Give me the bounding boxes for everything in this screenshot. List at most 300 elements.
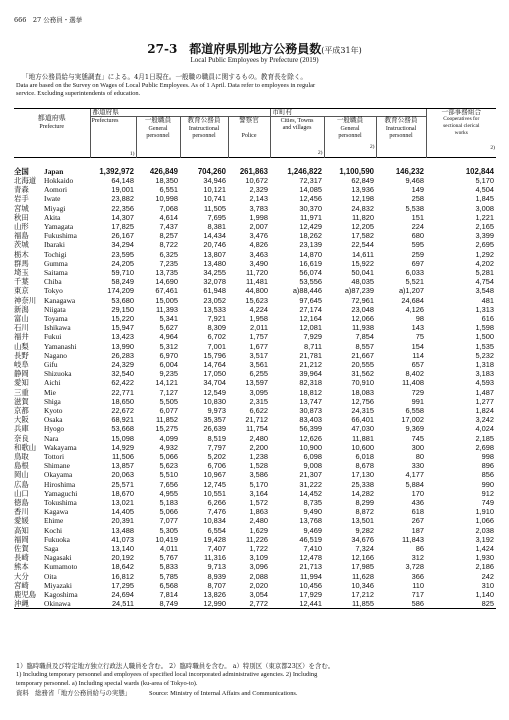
prefecture-name-jp: 長野 (14, 350, 29, 360)
value-cell: 1,500 (475, 332, 495, 342)
value-cell: 68,921 (111, 415, 134, 425)
source-line (16, 689, 497, 698)
value-cell: 8,557 (355, 341, 374, 351)
value-cell: 267 (411, 516, 425, 526)
value-cell: 1,221 (475, 212, 495, 222)
value-cell: 23,048 (351, 304, 374, 314)
value-cell: 14,405 (111, 507, 134, 517)
value-cell: 1,528 (249, 461, 268, 471)
table-row (14, 286, 496, 295)
value-cell: 24,315 (351, 405, 374, 415)
prefecture-name-jp: 茨城 (14, 240, 29, 250)
value-cell: 7,077 (159, 516, 178, 526)
value-cell: 8,872 (355, 507, 374, 517)
prefecture-name-jp: 鳥取 (14, 451, 29, 461)
value-cell: 5,833 (159, 562, 178, 572)
value-cell: 13,140 (111, 544, 134, 554)
value-cell: 5,785 (159, 571, 178, 581)
source-english: Source: Ministry of Internal Affairs and Communications. (149, 690, 298, 697)
value-cell: 3,096 (249, 562, 268, 572)
value-cell: 4,024 (475, 424, 495, 434)
value-cell: 3,399 (475, 231, 495, 241)
value-cell: 18,083 (351, 387, 374, 397)
value-cell: 17,130 (351, 470, 374, 480)
table-row (14, 507, 496, 516)
value-cell: 4,754 (475, 277, 495, 287)
value-cell: 15,005 (155, 295, 178, 305)
value-cell: 8,749 (136, 599, 180, 609)
value-cell: 9,369 (405, 424, 425, 434)
prefecture-name-jp: 徳島 (14, 498, 29, 507)
value-cell: 17,212 (351, 590, 374, 600)
value-cell: 312 (411, 553, 425, 563)
prefecture-name-en: Kumamoto (44, 562, 78, 572)
value-cell: 20,746 (203, 240, 226, 250)
value-cell: 4,593 (475, 378, 495, 388)
note-english-line-1: Data are based on the Survey on Wages of Local Public Employees. As of 1 April. Data refer to employees in regular (16, 82, 316, 89)
value-cell: 12,205 (351, 221, 374, 231)
table-row (14, 544, 496, 553)
value-cell: 1,572 (249, 498, 268, 507)
value-cell: 1,757 (249, 332, 268, 342)
prefecture-name-en: Tokushima (44, 498, 77, 507)
value-cell: 7,437 (159, 221, 178, 231)
value-cell: 6,551 (159, 185, 178, 195)
value-cell: 9,490 (303, 507, 322, 517)
value-cell: 5,066 (159, 451, 178, 461)
value-cell: 2,772 (228, 599, 270, 609)
value-cell: 48,035 (351, 277, 374, 287)
value-cell: 12,745 (203, 479, 226, 489)
prefecture-name-en: Aomori (44, 185, 67, 195)
prefecture-name-en: Toyama (44, 313, 68, 323)
table-row (14, 535, 496, 544)
value-cell: 5,183 (159, 498, 178, 507)
prefecture-name-en: Saga (44, 544, 59, 554)
value-cell: 3,476 (249, 231, 268, 241)
value-cell: 25,571 (111, 479, 134, 489)
value-cell: 12,166 (351, 553, 374, 563)
header-coop-jp: 一部事務組合 (441, 109, 482, 116)
value-cell: 9,469 (303, 525, 322, 535)
value-cell: 23,882 (111, 194, 134, 204)
prefecture-name-en: Niigata (44, 304, 66, 314)
table-row (14, 369, 496, 378)
prefecture-name-jp: 新潟 (14, 304, 29, 314)
value-cell: 15,947 (111, 323, 134, 333)
value-cell: 47,030 (351, 424, 374, 434)
value-cell: 3,164 (249, 488, 268, 498)
table-row (14, 204, 496, 213)
value-cell: 12,198 (351, 194, 374, 204)
value-cell: 24,694 (111, 590, 134, 600)
value-cell: 19,001 (111, 185, 134, 195)
value-cell: 6,558 (405, 405, 425, 415)
value-cell: 1,629 (249, 525, 268, 535)
table-row (14, 415, 496, 424)
table-row (14, 424, 496, 433)
table-row (14, 360, 496, 369)
value-cell: 22,544 (351, 240, 374, 250)
table-row (14, 231, 496, 240)
value-cell: 24,832 (351, 203, 374, 213)
value-cell: 998 (481, 451, 495, 461)
value-cell: 14,282 (351, 488, 374, 498)
value-cell: 11,408 (401, 378, 425, 388)
value-cell: 4,099 (159, 433, 178, 443)
value-cell: 24,329 (111, 359, 134, 369)
value-cell: 5,202 (207, 451, 226, 461)
value-cell: 7,814 (159, 590, 178, 600)
value-cell: 3,561 (249, 359, 268, 369)
value-cell: 2,186 (475, 562, 495, 572)
header-police-en: Police (241, 133, 257, 139)
header-cooperatives (426, 109, 496, 158)
value-cell: 66,401 (351, 415, 374, 425)
value-cell: 5,305 (159, 525, 178, 535)
value-cell: 14,929 (111, 442, 134, 452)
value-cell: a)87,239 (344, 286, 374, 296)
value-cell: 2,698 (475, 442, 495, 452)
prefecture-name-en: Aichi (44, 378, 61, 388)
value-cell: 149 (411, 185, 425, 195)
value-cell: 24,511 (90, 599, 136, 609)
value-cell: 34,946 (203, 175, 226, 185)
total-row (14, 167, 496, 176)
value-cell: 259 (411, 249, 425, 259)
header-coop-en-3: works (454, 130, 468, 136)
employees-table (14, 108, 496, 609)
value-cell: 6,970 (159, 350, 178, 360)
value-cell: 15,275 (155, 424, 178, 434)
value-cell: 23,595 (111, 249, 134, 259)
value-cell: 4,932 (159, 442, 178, 452)
value-cell: 22,356 (111, 203, 134, 213)
value-cell: 4,955 (159, 488, 178, 498)
value-cell: 12,164 (299, 313, 322, 323)
value-cell: 8,722 (159, 240, 178, 250)
value-cell: 12,478 (299, 553, 322, 563)
value-cell: 7,324 (355, 544, 374, 554)
value-cell: 21,713 (299, 562, 322, 572)
value-cell: 1,277 (475, 396, 495, 406)
prefecture-name-en: Hokkaido (44, 175, 74, 185)
value-cell: 11,938 (351, 323, 374, 333)
value-cell: 35,357 (203, 415, 226, 425)
value-cell: 616 (481, 313, 495, 323)
value-cell: 6,568 (159, 580, 178, 590)
table-row (14, 388, 496, 397)
value-cell: 19,428 (203, 534, 226, 544)
value-cell: 7,854 (355, 332, 374, 342)
value-cell: 5,538 (405, 203, 425, 213)
value-cell: 2,011 (250, 323, 268, 333)
prefecture-name-jp: 千葉 (14, 277, 29, 287)
prefecture-name-jp: 大分 (14, 571, 29, 581)
value-cell: 1,140 (475, 590, 495, 600)
header-general-en-2: personnel (146, 133, 170, 139)
prefecture-name-jp: 佐賀 (14, 544, 29, 554)
total-cell: 704,260 (197, 166, 226, 176)
value-cell: 16,812 (111, 571, 134, 581)
header-prefectures-en: Prefectures (91, 118, 119, 124)
prefecture-name-en: Kagawa (44, 507, 69, 517)
value-cell: 697 (411, 258, 425, 268)
value-cell: 5,170 (475, 175, 495, 185)
value-cell: 1,863 (249, 507, 268, 517)
value-cell: 5,232 (475, 350, 495, 360)
value-cell: 1,487 (475, 387, 495, 397)
table-row (14, 470, 496, 479)
value-cell: 1,066 (475, 516, 495, 526)
value-cell: 50,041 (351, 267, 374, 277)
value-cell: 17,929 (299, 590, 322, 600)
prefecture-name-jp: 神奈川 (14, 295, 37, 305)
value-cell: 25,338 (351, 479, 374, 489)
value-cell: 5,312 (159, 341, 178, 351)
value-cell: 7,127 (159, 387, 178, 397)
prefecture-name-en: Okinawa (44, 599, 90, 609)
table-row (14, 332, 496, 341)
value-cell: 44,800 (245, 286, 268, 296)
prefecture-name-jp: 滋賀 (14, 396, 29, 406)
value-cell: 21,712 (245, 415, 268, 425)
value-cell: 41,073 (111, 534, 134, 544)
value-cell: 991 (411, 396, 425, 406)
value-cell: 39,964 (299, 369, 322, 379)
prefecture-name-jp: 香川 (14, 507, 29, 517)
value-cell: 11,852 (155, 415, 178, 425)
value-cell: 595 (411, 240, 425, 250)
value-cell: 242 (481, 571, 495, 581)
prefecture-name-en: Yamagata (44, 221, 74, 231)
value-cell: 3,517 (249, 350, 268, 360)
value-cell: 11,820 (351, 212, 374, 222)
value-cell: 67,461 (155, 286, 178, 296)
prefecture-name-en: Wakayama (44, 442, 77, 452)
prefecture-name-en: Miyagi (44, 203, 66, 213)
value-cell: 896 (481, 461, 495, 471)
value-cell: 9,973 (207, 405, 226, 415)
value-cell: 1,238 (249, 451, 268, 461)
value-cell: 4,202 (475, 258, 495, 268)
value-cell: 12,990 (180, 599, 228, 609)
table-row (14, 452, 496, 461)
prefecture-name-jp: 群馬 (14, 258, 29, 268)
value-cell: 224 (411, 221, 425, 231)
value-cell: 11,843 (401, 534, 425, 544)
value-cell: 12,626 (299, 433, 322, 443)
value-cell: 11,481 (245, 277, 268, 287)
value-cell: 13,747 (299, 396, 322, 406)
prefecture-name-en: Ehime (44, 516, 64, 526)
prefecture-name-jp: 北海道 (14, 175, 37, 185)
value-cell: 30,370 (299, 203, 322, 213)
header-cities-en-1: Cities, Towns (280, 118, 314, 124)
prefecture-name-en: Yamaguchi (44, 488, 78, 498)
prefecture-name-en: Shimane (44, 461, 70, 471)
prefecture-name-en: Nara (44, 433, 59, 443)
value-cell: 3,242 (475, 415, 495, 425)
header-m-instructional (376, 117, 426, 158)
prefecture-name-jp: 富山 (14, 313, 29, 323)
value-cell: 24,205 (111, 258, 134, 268)
value-cell: 5,281 (475, 267, 495, 277)
value-cell: 22,672 (111, 405, 134, 415)
header-prefectures-footnote: 1) (129, 151, 135, 157)
value-cell: 16,619 (299, 258, 322, 268)
value-cell: 1,318 (475, 359, 495, 369)
value-cell: 6,706 (207, 461, 226, 471)
value-cell: 53,680 (111, 295, 134, 305)
value-cell: 14,452 (299, 488, 322, 498)
value-cell: 31,222 (299, 479, 322, 489)
table-title-year: (平成31年) (321, 46, 362, 55)
value-cell: 15,220 (111, 313, 134, 323)
footnote-japanese: 1）臨時職員及び特定地方独立行政法人職員を含む。 2）臨時職員を含む。 a）特別区（東京都23区）を含む。 (16, 662, 335, 670)
running-head: 666 27 公務員・選挙 (14, 16, 83, 24)
table-row (14, 259, 496, 268)
value-cell: 7,476 (207, 507, 226, 517)
spacer-row (14, 158, 496, 167)
value-cell: 29,150 (111, 304, 134, 314)
header-m-general (324, 117, 376, 158)
value-cell: 21,212 (299, 359, 322, 369)
prefecture-name-jp: 島根 (14, 461, 29, 471)
value-cell: 61,948 (203, 286, 226, 296)
value-cell: 32,078 (203, 277, 226, 287)
prefecture-name-en: Fukui (44, 332, 62, 342)
value-cell: 82,318 (299, 378, 322, 388)
value-cell: 26,283 (111, 350, 134, 360)
value-cell: 17,295 (111, 580, 134, 590)
table-title-english: Local Public Employees by Prefecture (2019) (190, 56, 319, 64)
value-cell: 8,735 (303, 498, 322, 507)
value-cell: 912 (481, 488, 495, 498)
value-cell: 1,958 (249, 313, 268, 323)
value-cell: 10,830 (203, 396, 226, 406)
prefecture-name-jp: 和歌山 (14, 442, 37, 452)
header-general (136, 117, 180, 158)
value-cell: 7,656 (159, 479, 178, 489)
prefecture-name-jp: 秋田 (14, 212, 29, 222)
header-instructional (180, 117, 228, 158)
value-cell: 12,441 (270, 599, 324, 609)
value-cell: 5,510 (159, 470, 178, 480)
value-cell: 7,695 (207, 212, 226, 222)
table-row (14, 599, 496, 609)
value-cell: 2,020 (249, 580, 268, 590)
prefecture-name-jp: 愛媛 (14, 516, 29, 526)
value-cell: 98 (415, 313, 425, 323)
table-row (14, 526, 496, 535)
value-cell: 10,346 (351, 580, 374, 590)
value-cell: 10,998 (155, 194, 178, 204)
value-cell: 310 (481, 580, 495, 590)
prefecture-name-jp: 栃木 (14, 249, 29, 259)
value-cell: 749 (481, 498, 495, 507)
value-cell: 32,540 (111, 369, 134, 379)
value-cell: 6,702 (207, 332, 226, 342)
value-cell: 14,121 (155, 378, 178, 388)
table-row (14, 489, 496, 498)
value-cell: 2,480 (249, 433, 268, 443)
header-police (228, 117, 270, 158)
header-m-instructional-en-2: personnel (389, 133, 413, 139)
value-cell: 64,148 (111, 175, 134, 185)
header-prefecture-en: Prefecture (39, 124, 65, 130)
value-cell: 11,316 (203, 553, 226, 563)
value-cell: 13,990 (111, 341, 134, 351)
value-cell: 151 (411, 212, 425, 222)
value-cell: 7,797 (207, 442, 226, 452)
value-cell: 6,622 (249, 405, 268, 415)
value-cell: 5,341 (159, 313, 178, 323)
prefecture-name-jp: 沖縄 (14, 599, 44, 609)
value-cell: 34,255 (203, 267, 226, 277)
prefecture-name-jp: 福岡 (14, 534, 29, 544)
total-cell: 426,849 (149, 166, 178, 176)
header-instructional-jp: 教育公務員 (187, 117, 221, 124)
table-row (14, 296, 496, 305)
value-cell: 18,642 (111, 562, 134, 572)
prefecture-name-jp: 宮崎 (14, 580, 29, 590)
value-cell: 3,490 (249, 258, 268, 268)
value-cell: 15,098 (111, 433, 134, 443)
value-cell: 13,021 (111, 498, 134, 507)
value-cell: 18,350 (155, 175, 178, 185)
value-cell: 436 (411, 498, 425, 507)
prefecture-name-jp: 静岡 (14, 369, 29, 379)
header-instructional-en-1: Instructional (188, 126, 220, 132)
prefecture-name-en: Ishikawa (44, 323, 71, 333)
value-cell: 9,235 (159, 369, 178, 379)
value-cell: 3,463 (249, 249, 268, 259)
prefecture-name-jp: 広島 (14, 479, 29, 489)
value-cell: 5,623 (159, 461, 178, 471)
value-cell: 10,600 (351, 442, 374, 452)
value-cell: 10,456 (299, 580, 322, 590)
prefecture-name-jp: 大阪 (14, 415, 29, 425)
prefecture-name-en: Ibaraki (44, 240, 65, 250)
value-cell: 8,678 (355, 461, 374, 471)
total-cell: 146,232 (395, 166, 425, 176)
table-row (14, 342, 496, 351)
value-cell: 21,781 (299, 350, 322, 360)
value-cell: 80 (415, 451, 425, 461)
value-cell: 20,391 (111, 516, 134, 526)
header-coop-en-2: sectional clerical (443, 123, 480, 129)
value-cell: 717 (411, 590, 425, 600)
value-cell: 2,007 (249, 221, 268, 231)
prefecture-name-jp: 長崎 (14, 553, 29, 563)
value-cell: 7,001 (207, 341, 226, 351)
value-cell: 6,004 (159, 359, 178, 369)
table-row (14, 590, 496, 599)
prefecture-name-en: Saitama (44, 267, 68, 277)
value-cell: 72,961 (351, 295, 374, 305)
value-cell: 1,424 (475, 544, 495, 554)
prefecture-name-en: Fukuoka (44, 534, 70, 544)
header-m-instructional-jp: 教育公務員 (384, 117, 418, 124)
value-cell: 3,192 (475, 534, 495, 544)
value-cell: 62,422 (111, 378, 134, 388)
table-row (14, 553, 496, 562)
value-cell: 11,994 (299, 571, 322, 581)
value-cell: 366 (411, 571, 425, 581)
value-cell: 13,501 (351, 516, 374, 526)
value-cell: 70,910 (351, 378, 374, 388)
